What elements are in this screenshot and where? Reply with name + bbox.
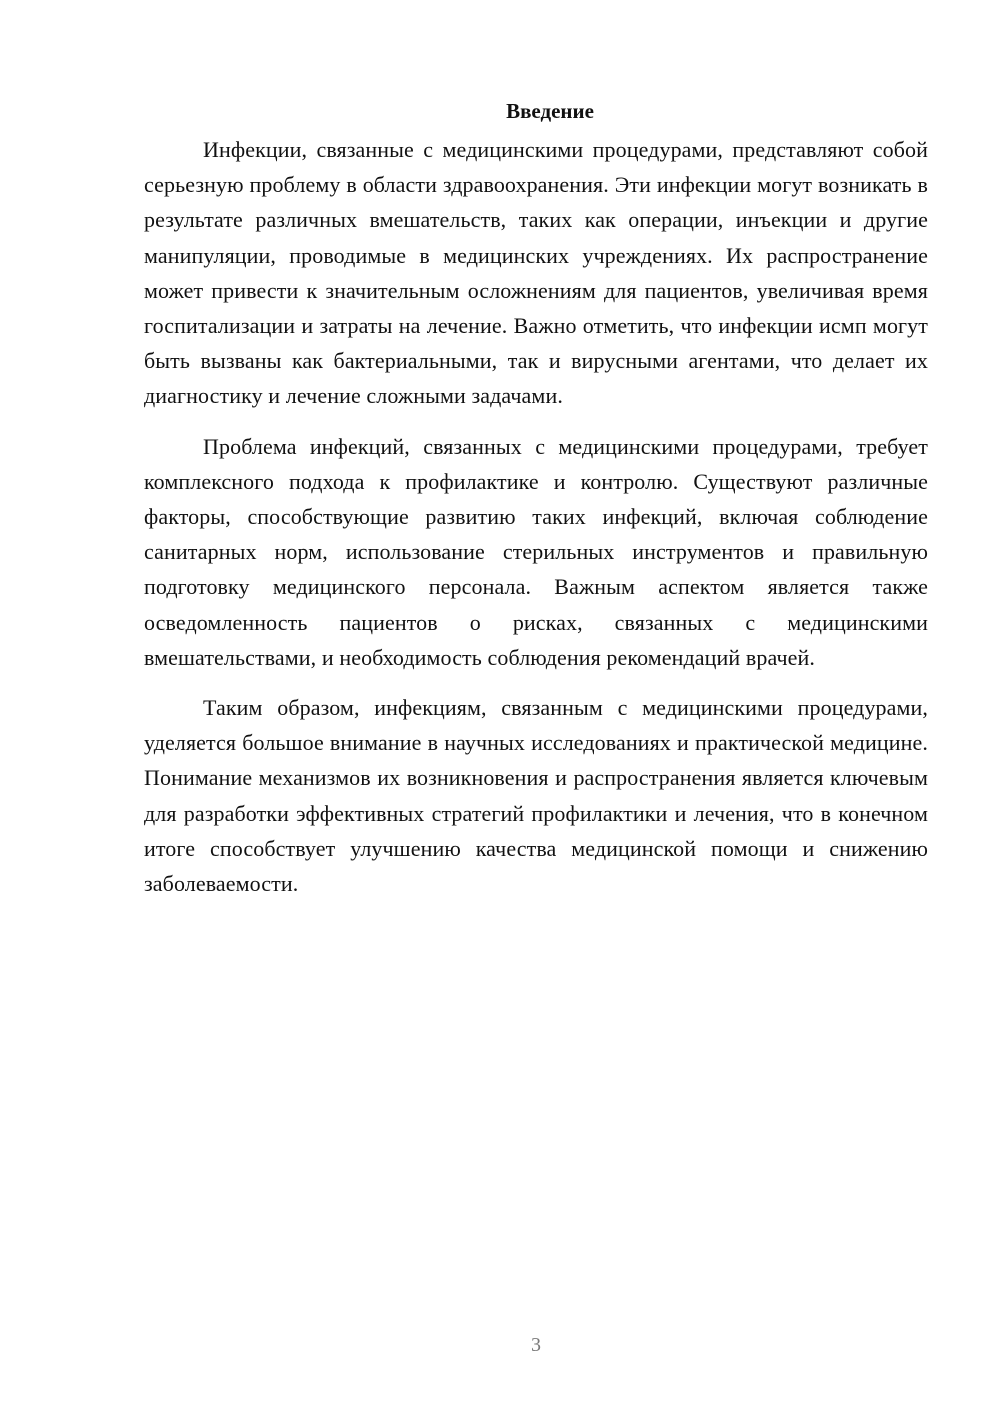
page-number: 3 (531, 1334, 541, 1356)
paragraph-2: Проблема инфекций, связанных с медицинскими процедурами, требует комплексного подхода к профилактике и контролю. Существуют различные факторы, способствующие развитию таких инфекций, включая соблюдение санитарных норм, использование стерильных инструментов и правильную подготовку медицинского персонала. Важным аспектом является также осведомленность пациентов о рисках, связанных с медицинскими вмешательствами, и необходимость соблюдения рекомендаций врачей. (144, 433, 928, 670)
section-heading: Введение (506, 99, 594, 123)
page-content (144, 96, 928, 916)
paragraph-1: Инфекции, связанные с медицинскими процедурами, представляют собой серьезную проблему в области здравоохранения. Эти инфекции могут возникать в результате различных вмешательств, таких как операции, инъекции и другие манипуляции, проводимые в медицинских учреждениях. Их распространение может привести к значительным осложнениям для пациентов, увеличивая время госпитализации и затраты на лечение. Важно отметить, что инфекции исмп могут быть вызваны как бактериальными, так и вирусными агентами, что делает их диагностику и лечение сложными задачами. (144, 137, 928, 409)
paragraph-3: Таким образом, инфекциям, связанным с медицинскими процедурами, уделяется большое внимание в научных исследованиях и практической медицине. Понимание механизмов их возникновения и распространения является ключевым для разработки эффективных стратегий профилактики и лечения, что в конечном итоге способствует улучшению качества медицинской помощи и снижению заболеваемости. (144, 695, 928, 897)
